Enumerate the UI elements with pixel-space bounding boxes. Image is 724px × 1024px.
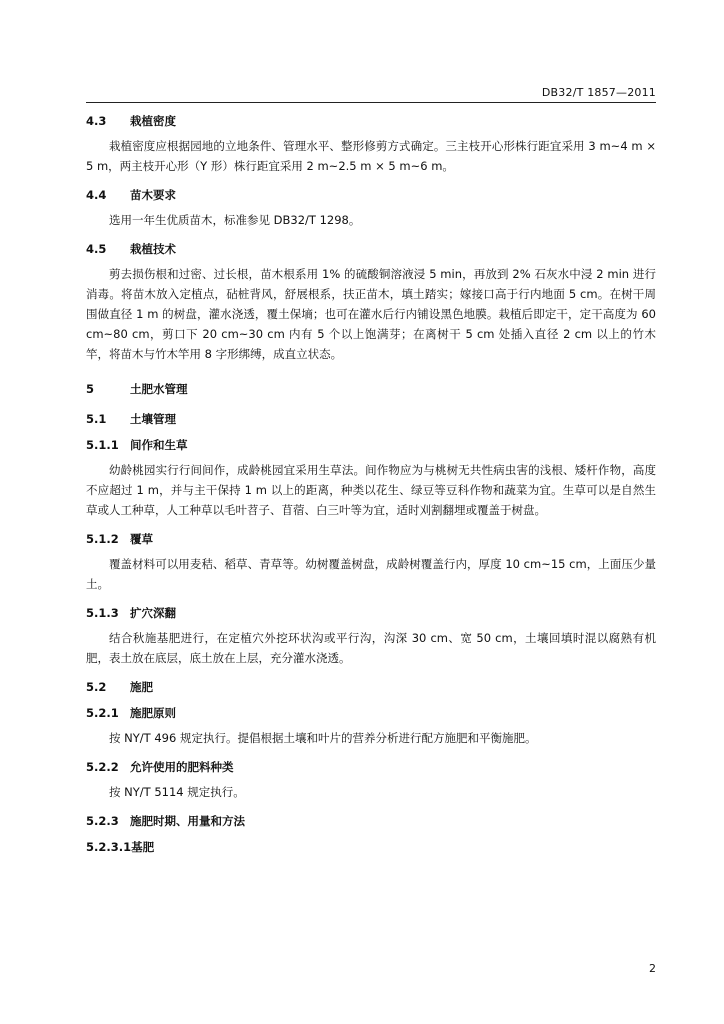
section-title: 施肥原则	[130, 706, 176, 720]
section-4-5-heading	[86, 238, 656, 260]
section-5-2-heading	[86, 676, 656, 698]
section-title: 栽植技术	[130, 242, 176, 256]
section-number: 5.2.1	[86, 706, 119, 720]
section-5-2-1-body: 按 NY/T 496 规定执行。提倡根据土壤和叶片的营养分析进行配方施肥和平衡施肥。	[109, 731, 537, 745]
section-title: 苗木要求	[130, 188, 176, 202]
section-5-2-2-heading	[86, 756, 656, 778]
standard-code: DB32/T 1857—2011	[541, 86, 656, 99]
page-number: 2	[649, 962, 656, 975]
section-number: 5.2.3	[86, 814, 119, 828]
section-5-1-2-heading	[86, 528, 656, 550]
section-5-1-3-body: 结合秋施基肥进行，在定植穴外挖环状沟或平行沟，沟深 30 cm、宽 50 cm，土壤回填时混以腐熟有机肥，表土放在底层，底土放在上层，充分灌水浇透。	[86, 631, 656, 665]
section-number: 4.5	[86, 242, 107, 256]
header-rule	[86, 102, 656, 103]
section-4-4-body: 选用一年生优质苗木，标准参见 DB32/T 1298。	[109, 213, 361, 227]
section-title: 覆草	[130, 532, 153, 546]
page-content	[86, 110, 656, 858]
section-4-3-body: 栽植密度应根据园地的立地条件、管理水平、整形修剪方式确定。三主枝开心形株行距宜采用 3 m~4 m × 5 m，两主枝开心形（Y 形）株行距宜采用 2 m~2.5 m × 5 m~6 m。	[86, 139, 656, 173]
section-title: 间作和生草	[130, 438, 188, 452]
section-4-5-body: 剪去损伤根和过密、过长根，苗木根系用 1% 的硫酸铜溶液浸 5 min，再放到 2% 石灰水中浸 2 min 进行消毒。将苗木放入定植点，砧桩背风，舒展根系，扶正苗木，填土踏实；嫁接口高于行内地面 5 cm。在树干周围做直径 1 m 的树盘，灌水浇透，覆土保墒；也可在灌水后行内铺设黑色地膜。栽植后即定干，定干高度为 60 cm~80 cm，剪口下 20 cm~30 cm 内有 5 个以上饱满芽；在离树干 5 cm 处插入直径 2 cm 以上的竹木竿，将苗木与竹木竿用 8 字形绑缚，成直立状态。	[86, 267, 656, 361]
section-number: 5	[86, 382, 95, 396]
section-5-2-2-body: 按 NY/T 5114 规定执行。	[109, 785, 245, 799]
section-5-1-1-heading	[86, 434, 656, 456]
section-5-heading	[86, 378, 656, 400]
section-title: 土壤管理	[130, 412, 176, 426]
section-number: 4.3	[86, 114, 107, 128]
section-5-1-1-body: 幼龄桃园实行行间间作，成龄桃园宜采用生草法。间作物应为与桃树无共性病虫害的浅根、矮杆作物，高度不应超过 1 m，并与主干保持 1 m 以上的距离，种类以花生、绿豆等豆科作物和蔬菜为宜。生草可以是自然生草或人工种草，人工种草以毛叶苕子、苜蓿、白三叶等为宜，适时刈割翻埋或覆盖于树盘。	[86, 463, 656, 517]
section-title: 基肥	[131, 840, 155, 854]
section-5-1-3-heading	[86, 602, 656, 624]
section-4-4-heading	[86, 184, 656, 206]
section-5-2-3-1-heading	[86, 836, 656, 858]
section-number: 5.1	[86, 412, 107, 426]
section-number: 4.4	[86, 188, 107, 202]
section-4-3-heading	[86, 110, 656, 132]
section-title: 施肥时期、用量和方法	[130, 814, 245, 828]
section-5-2-3-heading	[86, 810, 656, 832]
section-5-1-heading	[86, 408, 656, 430]
section-number: 5.1.1	[86, 438, 119, 452]
section-number: 5.1.2	[86, 532, 119, 546]
section-number: 5.2	[86, 680, 107, 694]
section-number: 5.2.2	[86, 760, 119, 774]
section-5-2-1-heading	[86, 702, 656, 724]
section-5-1-2-body: 覆盖材料可以用麦秸、稻草、青草等。幼树覆盖树盘，成龄树覆盖行内，厚度 10 cm~15 cm，上面压少量土。	[86, 557, 656, 591]
section-title: 扩穴深翻	[130, 606, 176, 620]
section-number: 5.2.3.1	[86, 840, 132, 854]
section-number: 5.1.3	[86, 606, 119, 620]
section-title: 施肥	[130, 680, 153, 694]
section-title: 土肥水管理	[130, 382, 188, 396]
section-title: 栽植密度	[130, 114, 176, 128]
section-title: 允许使用的肥料种类	[130, 760, 234, 774]
